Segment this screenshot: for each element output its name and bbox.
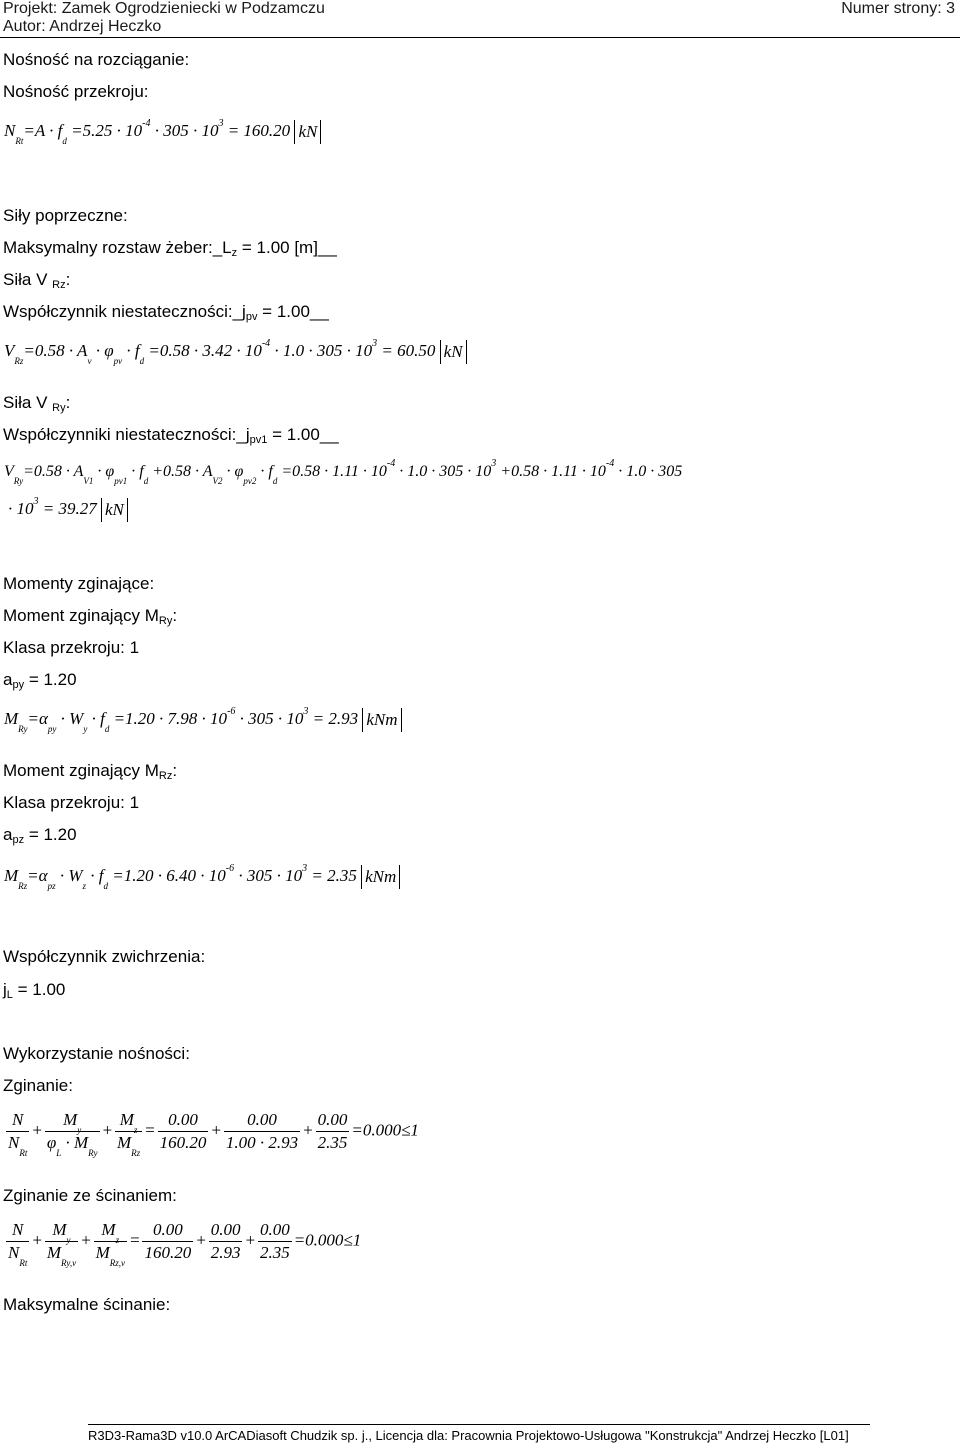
apy-value: $a_{py} = 1.20$: [3, 670, 77, 691]
mry-label: Moment zginający $M_{Ry}$:: [3, 606, 178, 627]
mry-formula: $M_{Ry}=\alpha_{py} \cdot W_y \cdot f_d =1.20 \cdot 7.98 \cdot 10^{-6} \cdot 305 \cdot 10^3 = 2.93$ kNm: [4, 708, 402, 732]
vry-formula-line1: $V_{Ry}=0.58 \cdot A_{V1} \cdot \varphi_{pv1} \cdot f_d +0.58 \cdot A_{V2} \cdot \varphi_{pv2} \cdot f_d =0.58 \cdot 1.11 \cdot 10^{-4} \cdot 1.0 \cdot 305 \cdot 10^3 +0.58 \cdot 1.11 \cdot 10^{-4} \cdot 1.0 \cdot 305$: [4, 458, 683, 486]
class-label-z: Klasa przekroju: 1: [3, 793, 140, 812]
shear-bending-result: =0.000≤1: [293, 1230, 362, 1250]
max-spacing: Maksymalny rozstaw $żeber:\_L_z = 1.00$ [m]__: [3, 238, 337, 259]
moments-heading: Momenty zginające:: [3, 574, 155, 593]
header-divider: [0, 37, 960, 38]
max-shear-label: Maksymalne ścinanie:: [3, 1295, 171, 1314]
vrz-unit: kN: [440, 340, 467, 364]
vry-unit: kN: [101, 498, 128, 522]
mry-unit: kNm: [362, 708, 401, 732]
header-page-number: Numer strony: 3: [841, 0, 955, 17]
mrz-label: Moment zginający $M_{Rz}$:: [3, 761, 178, 782]
pv-coefficient: Współczynnik $niestateczności:\_j_{pv}$ = 1.00__: [3, 302, 329, 323]
bending-formula: $\frac{N}{N_{Rt}}$ + $\frac{M_y}{\varphi_L \cdot M_{Ry}}$ + $\frac{M_z}{M_{Rz}}$ = $\frac{0.00}{160.20}$ + $\frac{0.00}{1.00 \cdot 2.93}$ + $\frac{0.00}{2.35}$ =0.000≤1: [8, 1110, 419, 1158]
shear-heading: Siły poprzeczne:: [3, 206, 128, 225]
pv1-coefficient: Współczynniki $niestateczności:\_j_{pv1}$ = 1.00__: [3, 425, 339, 446]
footer-license: R3D3-Rama3D v10.0 ArCADiasoft Chudzik sp. j., Licencja dla: Pracownia Projektowo-Usługowa "Konstrukcja" Andrzej Heczko [L01]: [88, 1424, 870, 1443]
shear-bending-formula: $\frac{N}{N_{Rt}}$ + $\frac{M_y}{M_{Ry,v}}$ + $\frac{M_z}{M_{Rz,v}}$ = $\frac{0.00}{160.20}$ + $\frac{0.00}{2.93}$ + $\frac{0.00}{2.35}$ =0.000≤1: [8, 1220, 362, 1268]
vrz-formula: $V_{Rz}=0.58 \cdot A_v \cdot \varphi_{pv} \cdot f_d =0.58 \cdot 3.42 \cdot 10^{-4} \cdot 1.0 \cdot 305 \cdot 10^3 = 60.50$ kN: [4, 340, 467, 364]
bending-result: =0.000≤1: [351, 1120, 419, 1140]
shear-bending-label: Zginanie ze ścinaniem:: [3, 1186, 177, 1205]
utilization-heading: Wykorzystanie nośności:: [3, 1044, 190, 1063]
lateral-heading: Współczynnik zwichrzenia:: [3, 947, 206, 966]
mrz-unit: kNm: [361, 865, 400, 889]
header-author: Autor: Andrzej Heczko: [3, 18, 162, 35]
header-project: Projekt: Zamek Ogrodzieniecki w Podzamczu: [3, 0, 325, 17]
jl-value: $j_L = 1.00$: [3, 980, 66, 1001]
apz-value: $a_{pz} = 1.20$: [3, 825, 77, 846]
bending-label: Zginanie:: [3, 1076, 73, 1095]
tension-heading: Nośność na rozciąganie:: [3, 50, 190, 69]
vrz-label: Siła V $_{Rz}$:: [3, 270, 71, 291]
tension-unit: kN: [294, 120, 321, 144]
vry-label: Siła V $_{Ry}$:: [3, 393, 71, 414]
vry-formula-line2: · $10^3 = 39.27$ kN: [8, 498, 128, 522]
class-label-y: Klasa przekroju: 1: [3, 638, 140, 657]
tension-formula: $N_{Rt}=A \cdot f_d =5.25 \cdot 10^{-4} \cdot 305 \cdot 10^3 = 160.20$ kN: [4, 120, 321, 144]
mrz-formula: $M_{Rz}=\alpha_{pz} \cdot W_z \cdot f_d =1.20 \cdot 6.40 \cdot 10^{-6} \cdot 305 \cdot 10^3 = 2.35$ kNm: [4, 865, 400, 889]
tension-subheading: Nośność przekroju:: [3, 82, 149, 101]
